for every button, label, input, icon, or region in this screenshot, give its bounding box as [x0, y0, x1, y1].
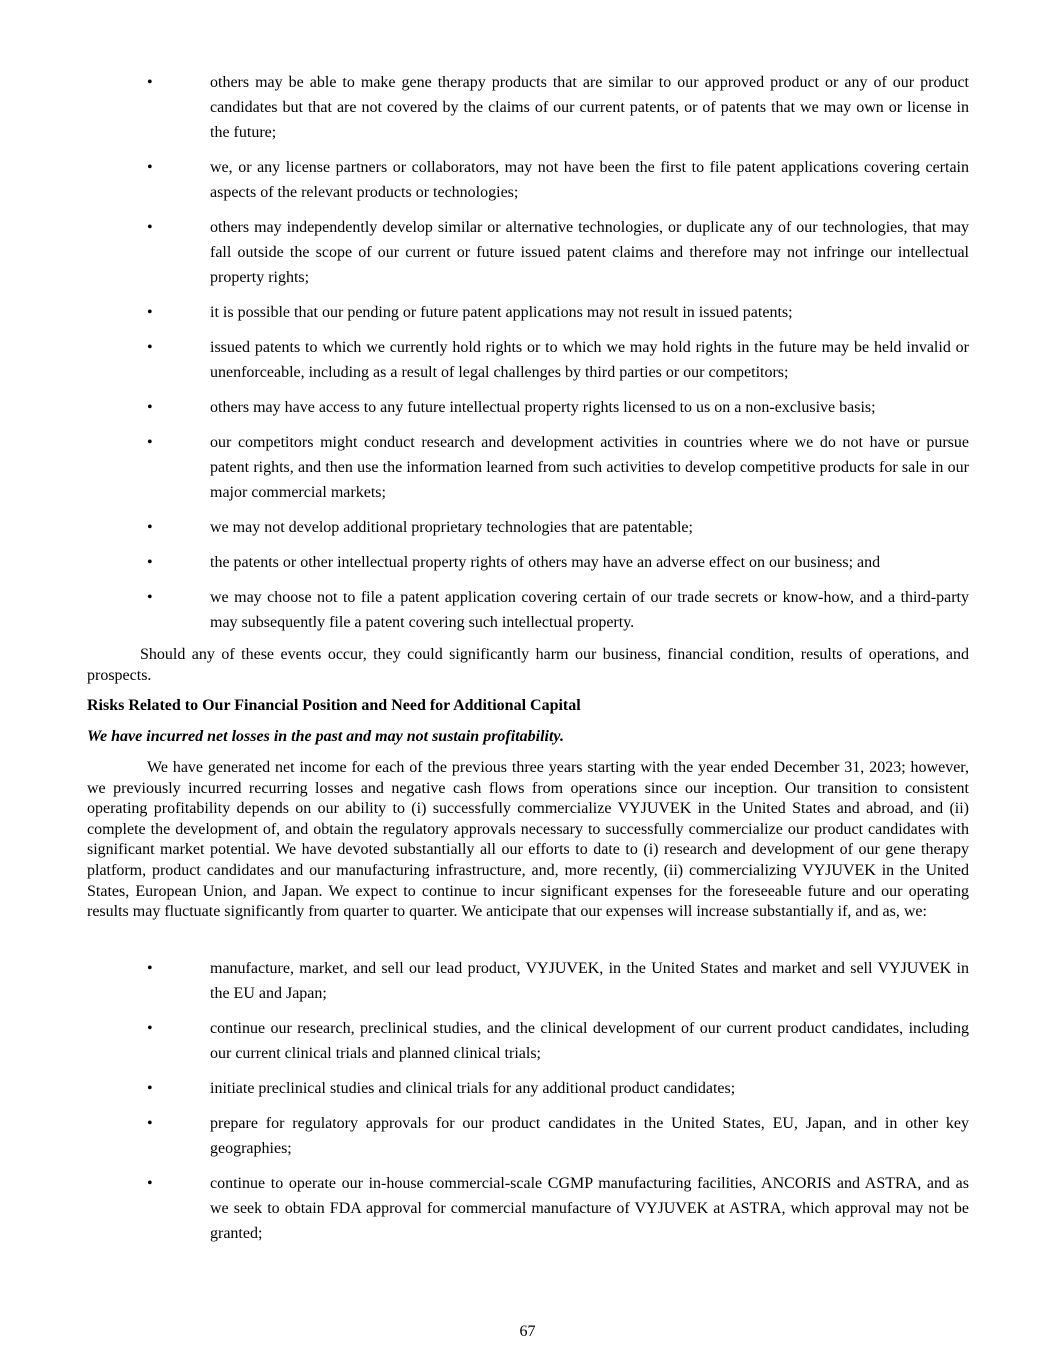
bullet-icon: • [147, 74, 153, 91]
bullet-item [87, 335, 969, 385]
bullet-icon: • [147, 339, 153, 356]
bullet-text: initiate preclinical studies and clinical trials for any additional product candidates; [210, 1080, 736, 1097]
bullet-item [87, 956, 969, 1006]
bullet-icon: • [147, 399, 153, 416]
section-subheading: We have incurred net losses in the past and may not sustain profitability. [87, 728, 564, 745]
bullet-icon: • [147, 159, 153, 176]
bullet-item [87, 430, 969, 505]
bullet-text: manufacture, market, and sell our lead product, VYJUVEK, in the United States and market and sell VYJUVEK in the EU and Japan; [210, 960, 969, 1002]
bullet-item [87, 1171, 969, 1246]
bullet-text: others may have access to any future intellectual property rights licensed to us on a non-exclusive basis; [210, 399, 876, 416]
bullet-icon: • [147, 1020, 153, 1037]
bullet-text: continue our research, preclinical studies, and the clinical development of our current product candidates, including our current clinical trials and planned clinical trials; [210, 1020, 969, 1062]
section-heading: Risks Related to Our Financial Position and Need for Additional Capital [87, 697, 581, 714]
bullet-icon: • [147, 1175, 153, 1192]
bullet-item [87, 395, 969, 420]
bullet-icon: • [147, 960, 153, 977]
bullet-item [87, 300, 969, 325]
page-number: 67 [519, 1323, 536, 1340]
paragraph-should: Should any of these events occur, they could significantly harm our business, financial condition, results of operations, and prospects. [87, 646, 969, 684]
bullet-text: others may be able to make gene therapy products that are similar to our approved product or any of our product candidates but that are not covered by the claims of our current patents, or of patents that we may own or license in the future; [210, 74, 969, 141]
bullet-text: it is possible that our pending or future patent applications may not result in issued patents; [210, 304, 793, 321]
bullet-item [87, 1076, 969, 1101]
bullet-icon: • [147, 554, 153, 571]
bullet-text: the patents or other intellectual property rights of others may have an adverse effect on our business; and [210, 554, 881, 571]
bullet-icon: • [147, 519, 153, 536]
bullet-text: others may independently develop similar or alternative technologies, or duplicate any of our technologies, that may fall outside the scope of our current or future issued patent claims and therefore may not infringe our intellectual property rights; [210, 219, 969, 286]
bullet-item [87, 70, 969, 145]
bullet-icon: • [147, 434, 153, 451]
bullet-item [87, 155, 969, 205]
bullet-text: issued patents to which we currently hold rights or to which we may hold rights in the future may be held invalid or unenforceable, including as a result of legal challenges by third parties or our competitors; [210, 339, 969, 381]
bullet-text: we may choose not to file a patent application covering certain of our trade secrets or know-how, and a third-party may subsequently file a patent covering such intellectual property. [210, 589, 969, 631]
bullet-item [87, 550, 969, 575]
bullet-list-patent-risks [87, 70, 969, 645]
bullet-text: we may not develop additional proprietary technologies that are patentable; [210, 519, 693, 536]
bullet-item [87, 585, 969, 635]
bullet-text: we, or any license partners or collaborators, may not have been the first to file patent applications covering certain aspects of the relevant products or technologies; [210, 159, 969, 201]
bullet-item [87, 1111, 969, 1161]
bullet-icon: • [147, 589, 153, 606]
bullet-text: continue to operate our in-house commercial-scale CGMP manufacturing facilities, ANCORIS and ASTRA, and as we seek to obtain FDA approval for commercial manufacture of VYJUVEK at ASTRA, which approval may not be granted; [210, 1175, 969, 1242]
bullet-item [87, 1016, 969, 1066]
bullet-list-expenses [87, 956, 969, 1256]
bullet-icon: • [147, 1080, 153, 1097]
bullet-text: our competitors might conduct research and development activities in countries where we do not have or pursue patent rights, and then use the information learned from such activities to develop competitive products for sale in our major commercial markets; [210, 434, 969, 501]
bullet-item [87, 215, 969, 290]
paragraph-net-losses: We have generated net income for each of the previous three years starting with the year ended December 31, 2023; however, we previously incurred recurring losses and negative cash flows from operations since our inception. Our transition to consistent operating profitability depends on our ability to (i) successfully commercialize VYJUVEK in the United States and abroad, and (ii) complete the development of, and obtain the regulatory approvals necessary to successfully commercialize our product candidates with significant market potential. We have devoted substantially all our efforts to date to (i) research and development of our gene therapy platform, product candidates and our manufacturing infrastructure, and, more recently, (ii) commercializing VYJUVEK in the United States, European Union, and Japan. We expect to continue to incur significant expenses for the foreseeable future and our operating results may fluctuate significantly from quarter to quarter. We anticipate that our expenses will increase substantially if, and as, we: [87, 759, 969, 921]
bullet-item [87, 515, 969, 540]
bullet-text: prepare for regulatory approvals for our product candidates in the United States, EU, Japan, and in other key geographies; [210, 1115, 969, 1157]
bullet-icon: • [147, 219, 153, 236]
bullet-icon: • [147, 1115, 153, 1132]
bullet-icon: • [147, 304, 153, 321]
